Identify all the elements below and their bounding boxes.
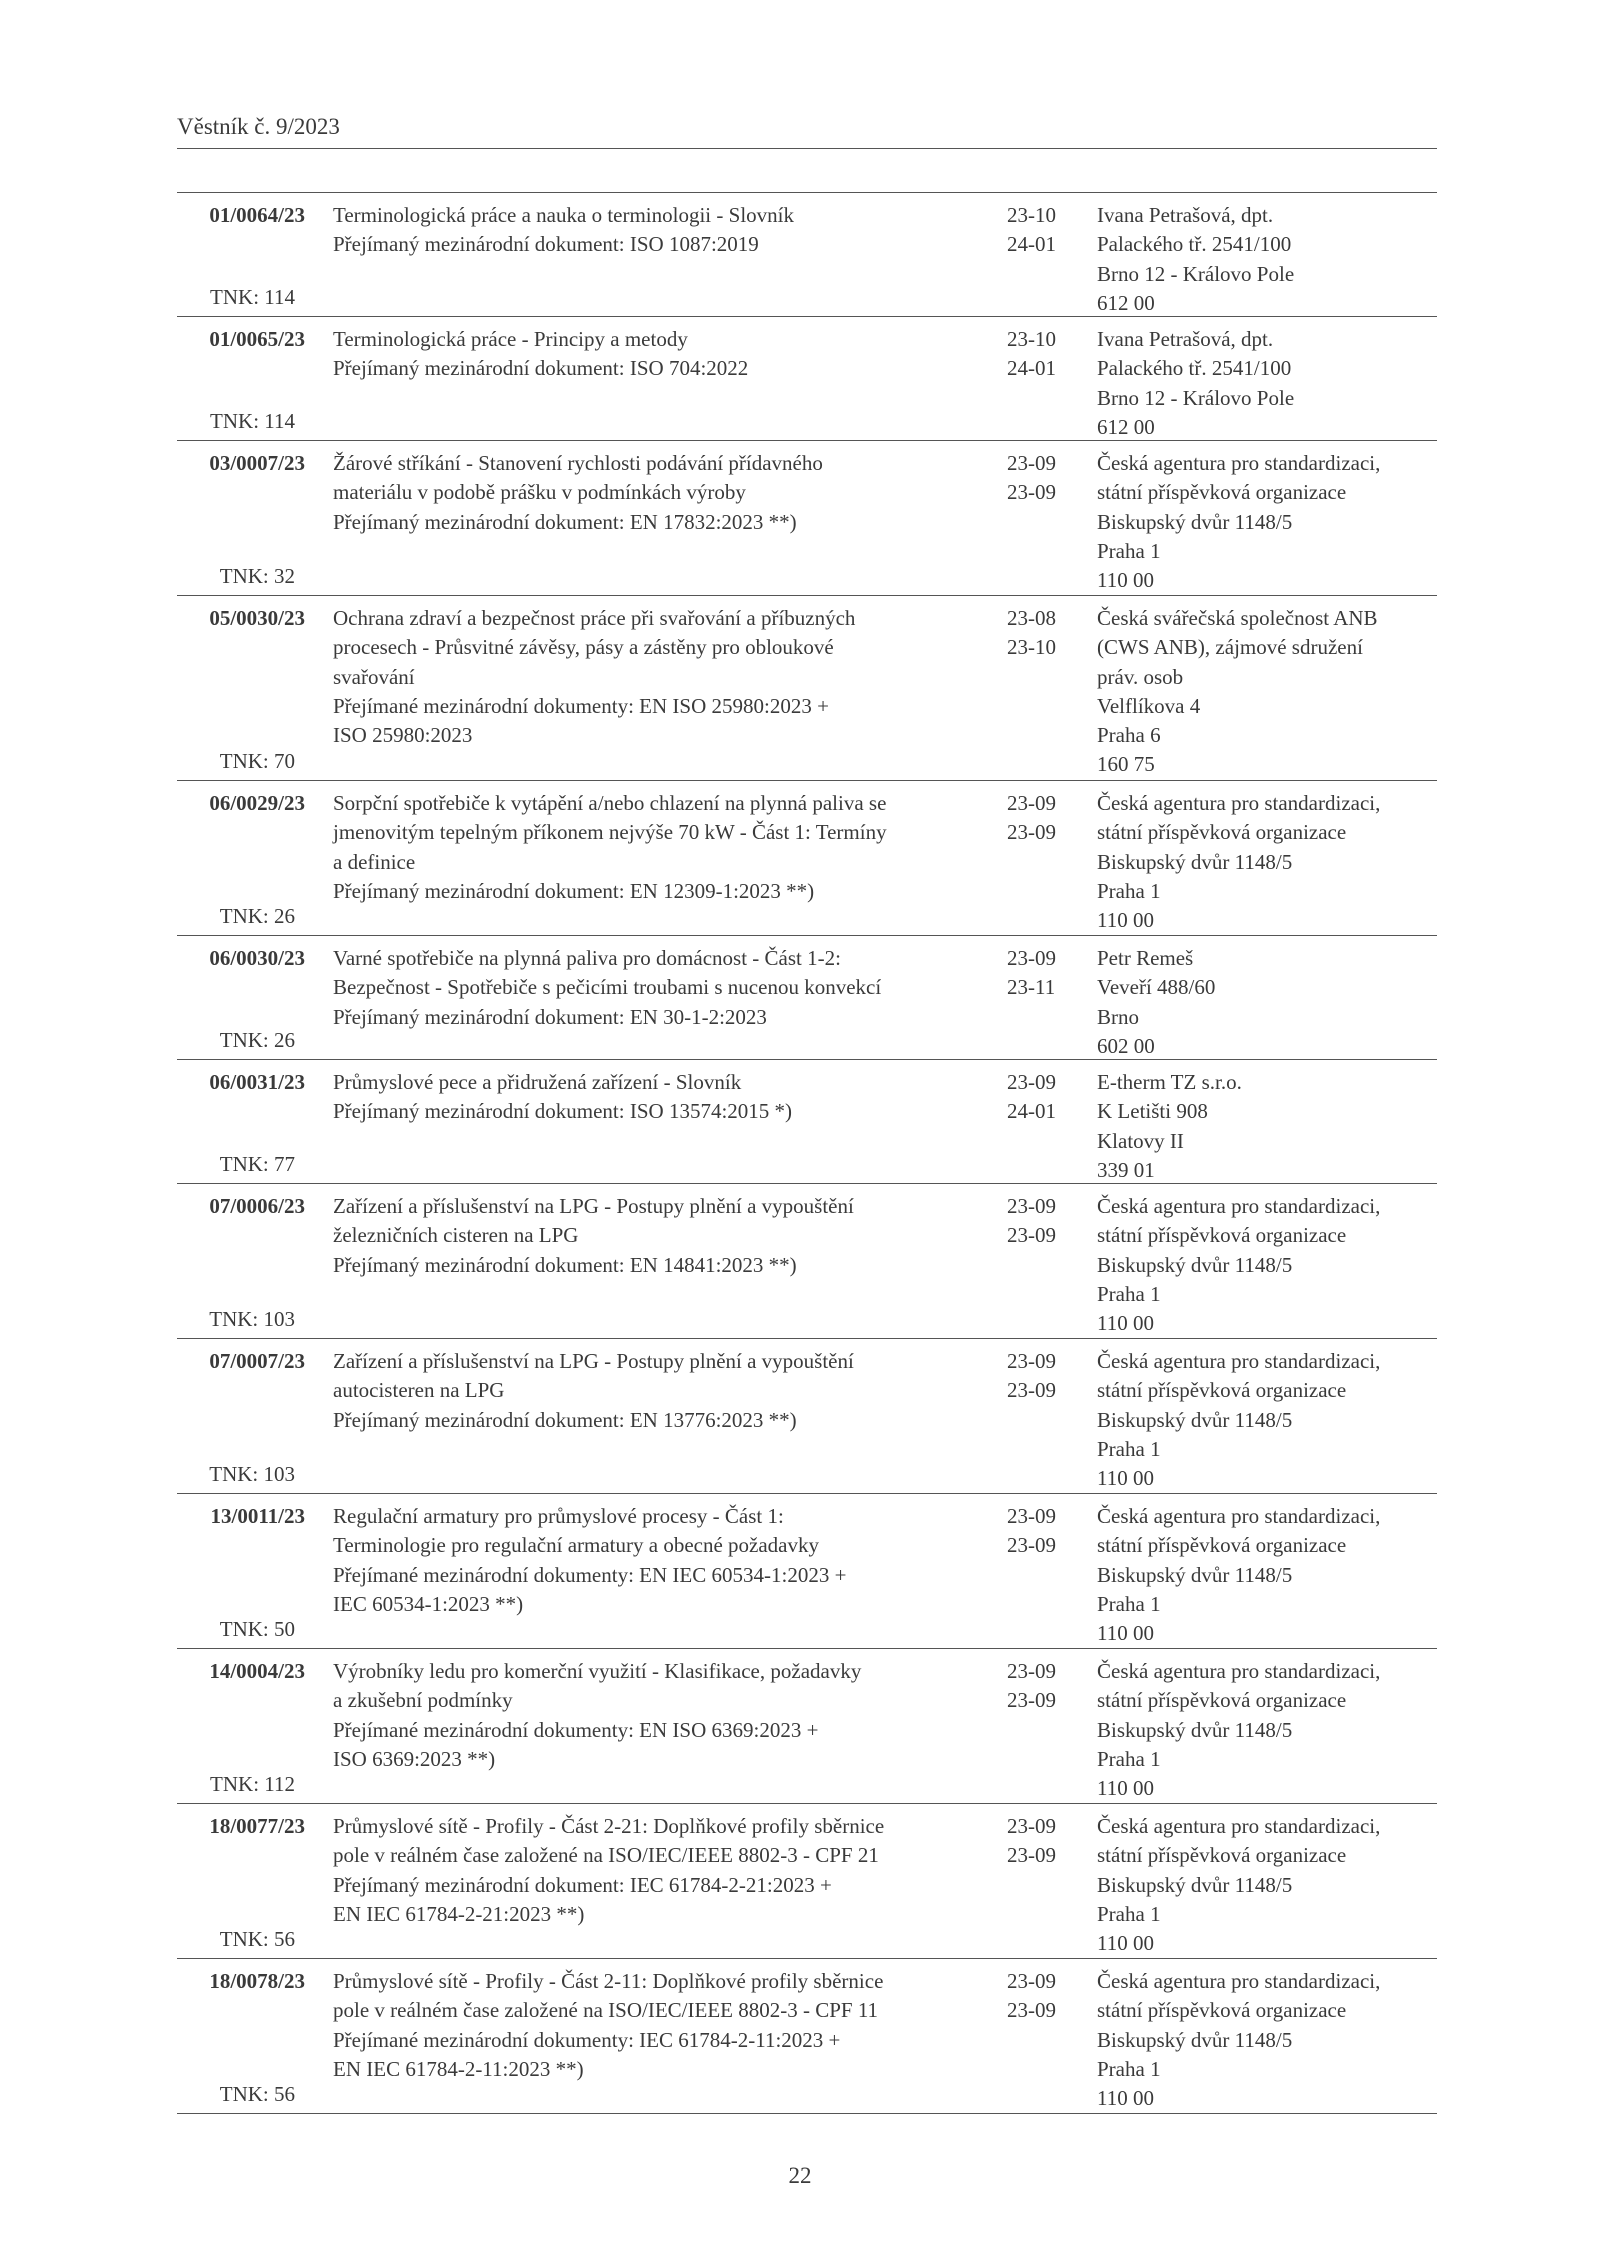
entry-title xyxy=(333,201,983,260)
page-header-title: Věstník č. 9/2023 xyxy=(177,114,340,139)
entry-title-line: Přejímaný mezinárodní dokument: ISO 1087:2019 xyxy=(333,232,759,257)
entry-address xyxy=(1097,1657,1437,1803)
entry-title-line: Průmyslové pece a přidružená zařízení - Slovník xyxy=(333,1070,742,1094)
entry-date-start: 23-09 xyxy=(1007,1814,1056,1838)
entry-address-line: 110 00 xyxy=(1097,568,1154,593)
entry-address-line: 612 00 xyxy=(1097,414,1155,439)
entry-address xyxy=(1097,944,1437,1061)
entry-title-line: Zařízení a příslušenství na LPG - Postupy plnění a vypouštění xyxy=(333,1194,854,1218)
entry-address-line: 110 00 xyxy=(1097,1621,1154,1646)
entry-address-line: 612 00 xyxy=(1097,290,1155,315)
entry-number: 06/0029/23 xyxy=(209,791,305,815)
entry-date-end: 23-09 xyxy=(1007,1533,1056,1558)
entry-title-line: a definice xyxy=(333,849,416,874)
table-row xyxy=(177,1184,1437,1339)
entry-address-line: Praha 1 xyxy=(1097,1591,1161,1616)
entry-address-line: (CWS ANB), zájmové sdružení xyxy=(1097,635,1363,660)
entry-address-line: Klatovy II xyxy=(1097,1128,1184,1153)
entry-address-line: státní příspěvková organizace xyxy=(1097,1843,1347,1868)
entry-title-line: Terminologie pro regulační armatury a obecné požadavky xyxy=(333,1533,819,1558)
page-number: 22 xyxy=(788,2163,812,2188)
entry-tnk: TNK: 26 xyxy=(219,903,295,928)
entry-address-line: Palackého tř. 2541/100 xyxy=(1097,232,1292,257)
entry-title-line: a zkušební podmínky xyxy=(333,1688,513,1713)
entry-tnk: TNK: 56 xyxy=(219,2081,295,2106)
entry-address-line: státní příspěvková organizace xyxy=(1097,1223,1347,1248)
entry-title-line: EN IEC 61784-2-21:2023 **) xyxy=(333,1901,585,1926)
entry-date-start: 23-09 xyxy=(1007,791,1056,815)
entry-title-line: Přejímaný mezinárodní dokument: EN 17832:2023 **) xyxy=(333,509,797,534)
entry-title-line: Přejímaný mezinárodní dokument: EN 13776:2023 **) xyxy=(333,1407,797,1432)
entry-address-line: práv. osob xyxy=(1097,664,1184,689)
entry-title-line: Ochrana zdraví a bezpečnost práce při svařování a příbuzných xyxy=(333,606,856,630)
entry-number: 07/0007/23 xyxy=(209,1349,305,1373)
entry-date-start: 23-09 xyxy=(1007,1349,1056,1373)
entry-dates xyxy=(1007,325,1087,384)
entry-title-line: EN IEC 61784-2-11:2023 **) xyxy=(333,2056,584,2081)
entry-address-line: Česká svářečská společnost ANB xyxy=(1097,606,1378,630)
table-row xyxy=(177,1649,1437,1804)
entry-title-line: Zařízení a příslušenství na LPG - Postupy plnění a vypouštění xyxy=(333,1349,854,1373)
entry-dates xyxy=(1007,789,1087,848)
entry-dates xyxy=(1007,1347,1087,1406)
entry-title-line: pole v reálném čase založené na ISO/IEC/IEEE 8802-3 - CPF 21 xyxy=(333,1843,879,1868)
entry-title-line: Regulační armatury pro průmyslové procesy - Část 1: xyxy=(333,1504,784,1528)
entry-address-line: 110 00 xyxy=(1097,1466,1154,1491)
entry-number: 06/0030/23 xyxy=(209,946,305,970)
entry-address-line: 602 00 xyxy=(1097,1033,1155,1058)
entry-address-line: Praha 1 xyxy=(1097,538,1161,563)
entry-title xyxy=(333,789,983,906)
entry-date-end: 23-09 xyxy=(1007,480,1056,505)
entry-dates xyxy=(1007,1502,1087,1561)
entry-address-line: státní příspěvková organizace xyxy=(1097,820,1347,845)
entry-address-line: Biskupský dvůr 1148/5 xyxy=(1097,1717,1293,1742)
entry-title xyxy=(333,1347,983,1435)
table-row xyxy=(177,936,1437,1060)
entry-date-start: 23-09 xyxy=(1007,451,1056,475)
entry-title-line: Přejímaný mezinárodní dokument: EN 14841:2023 **) xyxy=(333,1252,797,1277)
entry-title xyxy=(333,1967,983,2084)
entry-dates xyxy=(1007,449,1087,508)
table-row xyxy=(177,193,1437,317)
table-row xyxy=(177,1494,1437,1649)
entry-address xyxy=(1097,449,1437,595)
entry-title-line: pole v reálném čase založené na ISO/IEC/IEEE 8802-3 - CPF 11 xyxy=(333,1998,879,2023)
entry-address-line: Praha 1 xyxy=(1097,878,1161,903)
entry-dates xyxy=(1007,1068,1087,1127)
entry-title xyxy=(333,604,983,750)
entry-tnk: TNK: 56 xyxy=(219,1926,295,1951)
entry-title-line: Přejímaný mezinárodní dokument: IEC 61784-2-21:2023 + xyxy=(333,1872,832,1897)
entry-date-end: 23-10 xyxy=(1007,635,1056,660)
entry-title xyxy=(333,1502,983,1619)
entry-date-end: 23-11 xyxy=(1007,975,1056,1000)
entry-address-line: Praha 1 xyxy=(1097,1436,1161,1461)
entry-address-line: 110 00 xyxy=(1097,1931,1154,1956)
entry-address-line: Biskupský dvůr 1148/5 xyxy=(1097,2027,1293,2052)
entry-address-line: Biskupský dvůr 1148/5 xyxy=(1097,1252,1293,1277)
entry-dates xyxy=(1007,1192,1087,1251)
entry-title-line: Přejímaný mezinárodní dokument: EN 30-1-2:2023 xyxy=(333,1004,767,1029)
entry-date-start: 23-09 xyxy=(1007,1070,1056,1094)
entry-address-line: státní příspěvková organizace xyxy=(1097,480,1347,505)
entry-date-start: 23-09 xyxy=(1007,1969,1056,1993)
entry-dates xyxy=(1007,201,1087,260)
entry-tnk: TNK: 103 xyxy=(209,1306,295,1331)
entry-dates xyxy=(1007,1967,1087,2026)
entry-address-line: 339 01 xyxy=(1097,1157,1155,1182)
entry-number: 01/0065/23 xyxy=(209,327,305,351)
page-header xyxy=(177,112,1437,149)
entry-date-end: 23-09 xyxy=(1007,1998,1056,2023)
entry-address-line: Česká agentura pro standardizaci, xyxy=(1097,1194,1381,1218)
table-row xyxy=(177,596,1437,781)
entry-address-line: státní příspěvková organizace xyxy=(1097,1378,1347,1403)
entry-title-line: procesech - Průsvitné závěsy, pásy a zástěny pro obloukové xyxy=(333,635,834,660)
entry-dates xyxy=(1007,1657,1087,1716)
table-row xyxy=(177,441,1437,596)
entry-address xyxy=(1097,1967,1437,2113)
entry-title-line: Terminologická práce - Principy a metody xyxy=(333,327,688,351)
entry-title-line: Přejímaný mezinárodní dokument: EN 12309-1:2023 **) xyxy=(333,878,815,903)
entry-date-start: 23-09 xyxy=(1007,1659,1056,1683)
entry-number: 18/0077/23 xyxy=(209,1814,305,1838)
entry-address-line: Česká agentura pro standardizaci, xyxy=(1097,791,1381,815)
entry-address xyxy=(1097,1068,1437,1185)
entry-address-line: Biskupský dvůr 1148/5 xyxy=(1097,1407,1293,1432)
entry-tnk: TNK: 114 xyxy=(210,284,295,309)
entry-title-line: Přejímaný mezinárodní dokument: ISO 13574:2015 *) xyxy=(333,1099,793,1124)
entry-address xyxy=(1097,1192,1437,1338)
entry-title-line: Přejímané mezinárodní dokumenty: EN IEC 60534-1:2023 + xyxy=(333,1562,847,1587)
entry-dates xyxy=(1007,944,1087,1003)
entry-title-line: svařování xyxy=(333,664,415,689)
entry-date-end: 23-09 xyxy=(1007,820,1056,845)
entry-address-line: Praha 6 xyxy=(1097,723,1161,748)
entry-title-line: Sorpční spotřebiče k vytápění a/nebo chlazení na plynná paliva se xyxy=(333,791,887,815)
entry-address-line: Ivana Petrašová, dpt. xyxy=(1097,203,1274,227)
entry-address-line: K Letišti 908 xyxy=(1097,1099,1208,1124)
entry-tnk: TNK: 26 xyxy=(219,1027,295,1052)
entry-date-end: 23-09 xyxy=(1007,1688,1056,1713)
entry-title-line: Výrobníky ledu pro komerční využití - Klasifikace, požadavky xyxy=(333,1659,862,1683)
entry-date-start: 23-10 xyxy=(1007,203,1056,227)
entry-address-line: Biskupský dvůr 1148/5 xyxy=(1097,1562,1293,1587)
entry-title xyxy=(333,1192,983,1280)
entry-date-end: 24-01 xyxy=(1007,1099,1056,1124)
entry-title xyxy=(333,1068,983,1127)
entry-address xyxy=(1097,1502,1437,1648)
entry-address-line: Palackého tř. 2541/100 xyxy=(1097,356,1292,381)
table-row xyxy=(177,1060,1437,1184)
table-row xyxy=(177,1804,1437,1959)
entry-title-line: Průmyslové sítě - Profily - Část 2-11: Doplňkové profily sběrnice xyxy=(333,1969,884,1993)
entry-title xyxy=(333,1812,983,1929)
entry-title xyxy=(333,325,983,384)
entry-tnk: TNK: 112 xyxy=(210,1771,295,1796)
entry-tnk: TNK: 77 xyxy=(219,1151,295,1176)
entry-number: 01/0064/23 xyxy=(209,203,305,227)
entries-table xyxy=(177,192,1437,2114)
entry-title xyxy=(333,944,983,1032)
entry-number: 05/0030/23 xyxy=(209,606,305,630)
entry-dates xyxy=(1007,1812,1087,1871)
entry-address-line: Česká agentura pro standardizaci, xyxy=(1097,1349,1381,1373)
entry-title-line: Přejímaný mezinárodní dokument: ISO 704:2022 xyxy=(333,356,749,381)
entry-address-line: Praha 1 xyxy=(1097,2056,1161,2081)
entry-address-line: Česká agentura pro standardizaci, xyxy=(1097,1659,1381,1683)
entry-date-start: 23-10 xyxy=(1007,327,1056,351)
entry-address-line: 160 75 xyxy=(1097,752,1155,777)
entry-date-start: 23-08 xyxy=(1007,606,1056,630)
entry-address-line: státní příspěvková organizace xyxy=(1097,1998,1347,2023)
entry-title-line: Žárové stříkání - Stanovení rychlosti podávání přídavného xyxy=(333,451,823,475)
entry-number: 13/0011/23 xyxy=(210,1504,305,1528)
entry-date-end: 23-09 xyxy=(1007,1843,1056,1868)
entry-tnk: TNK: 103 xyxy=(209,1461,295,1486)
entry-title-line: autocisteren na LPG xyxy=(333,1378,505,1403)
entry-number: 14/0004/23 xyxy=(209,1659,305,1683)
entry-address-line: Brno 12 - Královo Pole xyxy=(1097,261,1295,286)
entry-address-line: Brno 12 - Královo Pole xyxy=(1097,385,1295,410)
entry-title-line: ISO 6369:2023 **) xyxy=(333,1746,496,1771)
entry-address-line: Petr Remeš xyxy=(1097,946,1194,970)
entry-address-line: Praha 1 xyxy=(1097,1281,1161,1306)
entry-address-line: E-therm TZ s.r.o. xyxy=(1097,1070,1242,1094)
entry-address-line: Česká agentura pro standardizaci, xyxy=(1097,1504,1381,1528)
entry-date-end: 24-01 xyxy=(1007,356,1056,381)
entry-date-end: 24-01 xyxy=(1007,232,1056,257)
entry-date-end: 23-09 xyxy=(1007,1223,1056,1248)
entry-title-line: Přejímané mezinárodní dokumenty: EN ISO 25980:2023 + xyxy=(333,693,829,718)
entry-date-start: 23-09 xyxy=(1007,946,1056,970)
entry-address-line: 110 00 xyxy=(1097,1311,1154,1336)
entry-address-line: Biskupský dvůr 1148/5 xyxy=(1097,849,1293,874)
entry-tnk: TNK: 32 xyxy=(219,563,295,588)
entry-title-line: Bezpečnost - Spotřebiče s pečicími troubami s nucenou konvekcí xyxy=(333,975,882,1000)
entry-title-line: materiálu v podobě prášku v podmínkách výroby xyxy=(333,480,746,505)
entry-date-end: 23-09 xyxy=(1007,1378,1056,1403)
entry-address-line: 110 00 xyxy=(1097,2086,1154,2111)
entry-title-line: Varné spotřebiče na plynná paliva pro domácnost - Část 1-2: xyxy=(333,946,841,970)
entry-address-line: Biskupský dvůr 1148/5 xyxy=(1097,1872,1293,1897)
entry-address xyxy=(1097,201,1437,318)
entry-title-line: Terminologická práce a nauka o terminologii - Slovník xyxy=(333,203,794,227)
entry-title-line: jmenovitým tepelným příkonem nejvýše 70 kW - Část 1: Termíny xyxy=(333,820,887,845)
table-row xyxy=(177,781,1437,936)
entry-title-line: železničních cisteren na LPG xyxy=(333,1223,579,1248)
entry-number: 06/0031/23 xyxy=(209,1070,305,1094)
entry-address-line: Česká agentura pro standardizaci, xyxy=(1097,1969,1381,1993)
entry-tnk: TNK: 50 xyxy=(219,1616,295,1641)
entry-date-start: 23-09 xyxy=(1007,1194,1056,1218)
entry-address-line: státní příspěvková organizace xyxy=(1097,1688,1347,1713)
entry-tnk: TNK: 70 xyxy=(219,748,295,773)
entry-address-line: Česká agentura pro standardizaci, xyxy=(1097,451,1381,475)
entry-address-line: Česká agentura pro standardizaci, xyxy=(1097,1814,1381,1838)
entry-title-line: IEC 60534-1:2023 **) xyxy=(333,1591,524,1616)
entry-number: 18/0078/23 xyxy=(209,1969,305,1993)
entry-tnk: TNK: 114 xyxy=(210,408,295,433)
entry-address-line: Veveří 488/60 xyxy=(1097,975,1216,1000)
entry-title xyxy=(333,449,983,537)
entry-title-line: Přejímané mezinárodní dokumenty: IEC 61784-2-11:2023 + xyxy=(333,2027,841,2052)
entry-address xyxy=(1097,1347,1437,1493)
entry-address-line: Praha 1 xyxy=(1097,1746,1161,1771)
table-row xyxy=(177,317,1437,441)
entry-address xyxy=(1097,1812,1437,1958)
entry-address-line: Ivana Petrašová, dpt. xyxy=(1097,327,1274,351)
entry-number: 07/0006/23 xyxy=(209,1194,305,1218)
table-row xyxy=(177,1339,1437,1494)
entry-address-line: státní příspěvková organizace xyxy=(1097,1533,1347,1558)
entry-address-line: 110 00 xyxy=(1097,908,1154,933)
entry-title-line: Průmyslové sítě - Profily - Část 2-21: Doplňkové profily sběrnice xyxy=(333,1814,885,1838)
entry-title-line: ISO 25980:2023 xyxy=(333,723,473,748)
entry-address-line: Biskupský dvůr 1148/5 xyxy=(1097,509,1293,534)
entry-address xyxy=(1097,604,1437,780)
entry-title-line: Přejímané mezinárodní dokumenty: EN ISO 6369:2023 + xyxy=(333,1717,819,1742)
entry-address-line: Brno xyxy=(1097,1004,1139,1029)
entry-address xyxy=(1097,789,1437,935)
entry-address-line: Velflíkova 4 xyxy=(1097,693,1201,718)
entry-date-start: 23-09 xyxy=(1007,1504,1056,1528)
entry-address-line: Praha 1 xyxy=(1097,1901,1161,1926)
entry-address-line: 110 00 xyxy=(1097,1776,1154,1801)
entry-number: 03/0007/23 xyxy=(209,451,305,475)
entry-address xyxy=(1097,325,1437,442)
entry-title xyxy=(333,1657,983,1774)
entry-dates xyxy=(1007,604,1087,663)
table-row xyxy=(177,1959,1437,2114)
